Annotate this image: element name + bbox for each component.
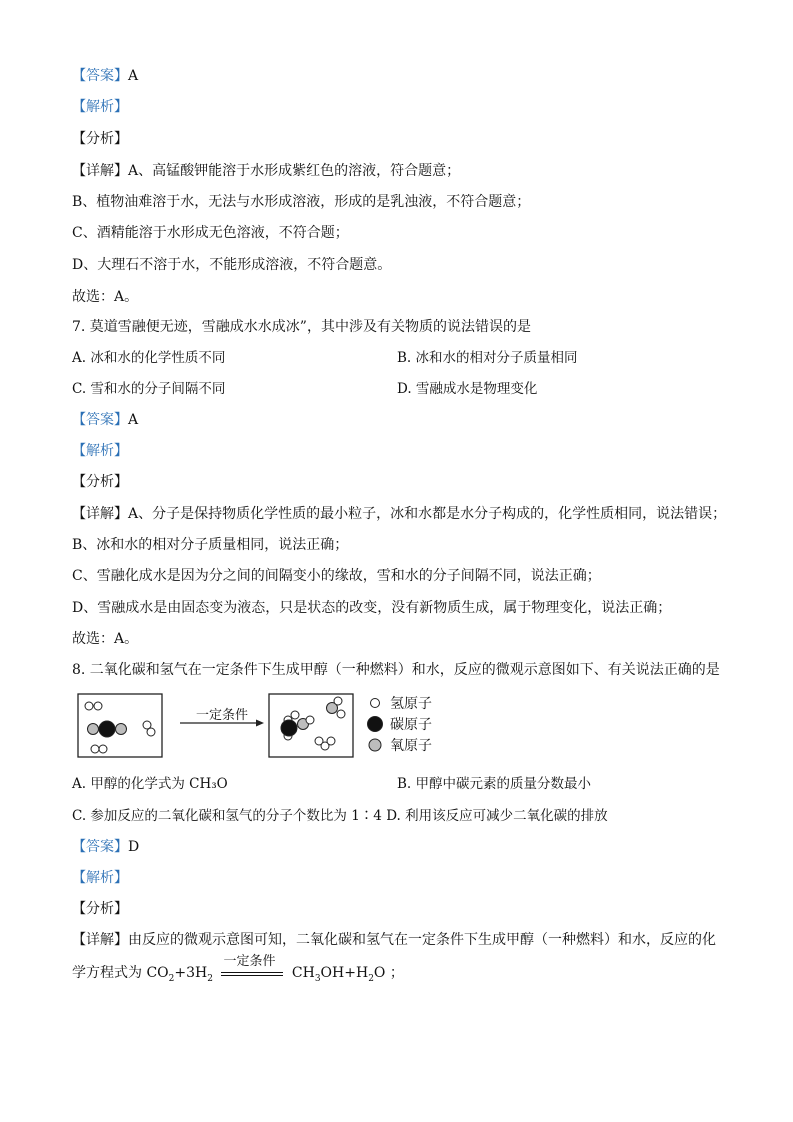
q7-choose: 故选：A。	[72, 631, 139, 647]
q7-detail-b: B、冰和水的相对分子质量相同，说法正确；	[72, 537, 349, 553]
legend-oxygen-symbol	[369, 739, 381, 751]
reaction-arrow-head	[256, 720, 264, 727]
q7-detail-line	[72, 505, 726, 523]
detail-text: 由反应的微观示意图可知，二氧化碳和氢气在一定条件下生成甲醇（一种燃料）和水，反应的化	[128, 932, 716, 948]
q6-fenxi-tag: 【分析】	[72, 131, 128, 147]
equation-prefix: 学方程式为	[72, 965, 142, 981]
q7-fenxi-tag: 【分析】	[72, 474, 128, 490]
oxygen-atom	[116, 724, 127, 735]
q7-detail-c: C、雪融化成水是因为分之间的间隔变小的缘故，雪和水的分子间隔不同，说法正确；	[72, 568, 601, 584]
q6-detail-c: C、酒精能溶于水形成无色溶液，不符合题；	[72, 225, 349, 241]
equation-reactants: $CO_2+3H_2$	[146, 965, 213, 984]
hydrogen-atom	[99, 745, 107, 753]
answer-tag: 【答案】	[72, 839, 128, 855]
hydrogen-atom	[306, 716, 314, 724]
oxygen-atom	[88, 724, 99, 735]
legend-carbon-label: 碳原子	[390, 717, 432, 733]
hydrogen-atom	[291, 711, 299, 719]
q7-analysis-tag: 【解析】	[72, 443, 128, 459]
q8-option-b: B. 甲醇中碳元素的质量分数最小	[397, 776, 592, 792]
hydrogen-atom	[147, 728, 155, 736]
q8-fenxi-tag: 【分析】	[72, 901, 128, 917]
detail-tag: 【详解】	[72, 506, 128, 522]
hydrogen-atom	[91, 745, 99, 753]
q7-stem: 7. 莫道雪融便无迹，雪融成水水成冰”，其中涉及有关物质的说法错误的是	[72, 319, 531, 335]
hydrogen-atom	[334, 697, 342, 705]
equation-end: ；	[389, 965, 404, 981]
hydrogen-atom	[85, 702, 93, 710]
q7-option-c: C. 雪和水的分子间隔不同	[72, 381, 226, 397]
detail-text: A、高锰酸钾能溶于水形成紫红色的溶液，符合题意；	[128, 163, 461, 179]
equation-condition: 一定条件	[223, 954, 276, 969]
q6-analysis-tag: 【解析】	[72, 99, 128, 115]
legend-hydrogen-symbol	[371, 699, 380, 708]
detail-tag: 【详解】	[72, 163, 128, 179]
hydrogen-atom	[337, 710, 345, 718]
q8-option-c: C. 参加反应的二氧化碳和氢气的分子个数比为 1∶4 D. 利用该反应可减少二氧化碳的排放	[72, 808, 608, 824]
legend-carbon-symbol	[368, 717, 383, 732]
q8-option-a: A. 甲醇的化学式为 CH₃O	[72, 776, 228, 792]
answer-value: A	[128, 68, 139, 84]
q8-detail-line	[72, 931, 716, 949]
q7-answer-line	[72, 411, 138, 429]
q7-option-b: B. 冰和水的相对分子质量相同	[397, 350, 578, 366]
answer-value: D	[128, 839, 140, 855]
diagram-condition: 一定条件	[196, 708, 249, 723]
detail-tag: 【详解】	[72, 932, 128, 948]
hydrogen-atom	[94, 702, 102, 710]
legend-oxygen-label: 氧原子	[390, 738, 432, 754]
detail-text: A、分子是保持物质化学性质的最小粒子，冰和水都是水分子构成的，化学性质相同，说法错误；	[128, 506, 727, 522]
q7-detail-d: D、雪融成水是由固态变为液态，只是状态的改变，没有新物质生成，属于物理变化，说法正确；	[72, 600, 672, 616]
equation-condition-arrow	[221, 954, 283, 982]
q8-answer-line	[72, 838, 139, 856]
q6-detail-line	[72, 162, 460, 180]
answer-tag: 【答案】	[72, 68, 128, 84]
answer-value: A	[128, 412, 139, 428]
carbon-atom	[99, 721, 115, 737]
q6-detail-b: B、植物油难溶于水，无法与水形成溶液，形成的是乳浊液，不符合题意；	[72, 194, 531, 210]
chemical-equation	[72, 954, 404, 984]
q6-detail-d: D、大理石不溶于水，不能形成溶液，不符合题意。	[72, 257, 392, 273]
hydrogen-atom	[327, 737, 335, 745]
reaction-diagram	[76, 690, 466, 765]
carbon-atom	[281, 720, 297, 736]
q8-analysis-tag: 【解析】	[72, 870, 128, 886]
answer-tag: 【答案】	[72, 412, 128, 428]
legend-hydrogen-label: 氢原子	[390, 696, 432, 712]
equation-products: $CH_3OH+H_2O$	[291, 965, 386, 984]
q7-option-d: D. 雪融成水是物理变化	[397, 381, 538, 397]
q6-answer-line	[72, 67, 138, 85]
q8-stem: 8. 二氧化碳和氢气在一定条件下生成甲醇（一种燃料）和水，反应的微观示意图如下、有关说法正确的是	[72, 662, 720, 678]
q6-choose: 故选：A。	[72, 289, 139, 305]
q7-option-a: A. 冰和水的化学性质不同	[72, 350, 226, 366]
